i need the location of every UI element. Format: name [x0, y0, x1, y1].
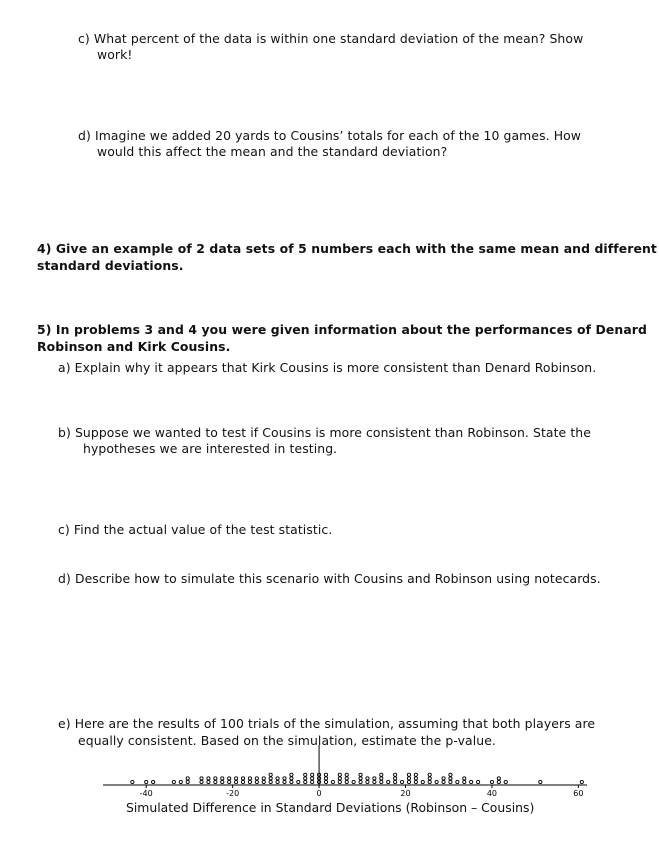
data-dot [497, 777, 500, 780]
data-dot [366, 780, 369, 783]
data-dot [304, 780, 307, 783]
data-dot [228, 780, 231, 783]
data-dot [297, 780, 300, 783]
data-dot [387, 780, 390, 783]
data-dot [338, 773, 341, 776]
data-dot [435, 780, 438, 783]
q5c-text: c) Find the actual value of the test statistic. [58, 522, 333, 537]
data-dot [283, 780, 286, 783]
data-dot [359, 777, 362, 780]
data-dot [290, 773, 293, 776]
data-dot [145, 780, 148, 783]
data-dot [539, 780, 542, 783]
data-dot [414, 773, 417, 776]
q5e-text-line1: e) Here are the results of 100 trials of the simulation, assuming that both players are [58, 716, 596, 731]
data-dot [394, 777, 397, 780]
data-dot [200, 780, 203, 783]
data-dot [497, 780, 500, 783]
data-dot [311, 777, 314, 780]
data-dot [394, 773, 397, 776]
data-dot [490, 780, 493, 783]
data-dot [276, 780, 279, 783]
data-dot [373, 777, 376, 780]
data-dot [324, 777, 327, 780]
data-dot [228, 777, 231, 780]
x-tick-label: -20 [226, 789, 240, 798]
data-dot [255, 780, 258, 783]
q3d-text-line1: d) Imagine we added 20 yards to Cousins’ totals for each of the 10 games. How [78, 128, 582, 143]
data-dot [373, 780, 376, 783]
data-dot [414, 777, 417, 780]
data-dot [345, 773, 348, 776]
data-dot [290, 780, 293, 783]
x-tick-label: 60 [573, 789, 584, 798]
data-dot [276, 777, 279, 780]
data-dot [366, 777, 369, 780]
data-dot [380, 777, 383, 780]
data-dot [248, 780, 251, 783]
data-dot [414, 780, 417, 783]
data-dot [241, 777, 244, 780]
data-dot [324, 773, 327, 776]
data-dot [311, 773, 314, 776]
data-dot [262, 780, 265, 783]
data-dot [463, 777, 466, 780]
data-dot [186, 777, 189, 780]
q4-text-line2: standard deviations. [37, 258, 184, 273]
data-dot [214, 780, 217, 783]
q3c-text-line1: c) What percent of the data is within one standard deviation of the mean? Show [78, 31, 584, 46]
data-dot [324, 780, 327, 783]
data-dot [456, 780, 459, 783]
data-dot [442, 780, 445, 783]
data-dot [449, 777, 452, 780]
data-dot [463, 780, 466, 783]
x-tick-label: -40 [139, 789, 153, 798]
data-dot [359, 780, 362, 783]
data-dot [345, 777, 348, 780]
data-dot [338, 777, 341, 780]
data-dot [241, 780, 244, 783]
data-dot [221, 777, 224, 780]
data-dot [421, 780, 424, 783]
data-dot [248, 777, 251, 780]
data-dot [407, 780, 410, 783]
data-dot [331, 780, 334, 783]
data-dot [311, 780, 314, 783]
data-dot [380, 773, 383, 776]
data-dot [580, 780, 583, 783]
data-dot [235, 777, 238, 780]
data-dot [255, 777, 258, 780]
q3c-text-line2: work! [97, 47, 133, 62]
data-dot [221, 780, 224, 783]
data-dot [428, 780, 431, 783]
data-dot [304, 773, 307, 776]
q5d-text: d) Describe how to simulate this scenario with Cousins and Robinson using notecards. [58, 571, 601, 586]
data-dot [345, 780, 348, 783]
q4-text-line1: 4) Give an example of 2 data sets of 5 numbers each with the same mean and different [37, 241, 657, 256]
data-dot [269, 773, 272, 776]
data-dot [428, 777, 431, 780]
data-dot [352, 780, 355, 783]
data-dot [442, 777, 445, 780]
x-tick-label: 20 [400, 789, 411, 798]
data-dot [407, 777, 410, 780]
data-dot [131, 780, 134, 783]
data-dot [449, 780, 452, 783]
data-dot [359, 773, 362, 776]
data-dot [179, 780, 182, 783]
data-dot [235, 780, 238, 783]
data-dot [214, 777, 217, 780]
data-dot [290, 777, 293, 780]
data-dot [172, 780, 175, 783]
data-dot [449, 773, 452, 776]
data-dot [470, 780, 473, 783]
data-dot [269, 780, 272, 783]
q5a-text: a) Explain why it appears that Kirk Cousins is more consistent than Denard Robinson. [58, 360, 597, 375]
q5-text-line1: 5) In problems 3 and 4 you were given information about the performances of Denard [37, 322, 647, 337]
data-dot [207, 777, 210, 780]
x-tick-label: 40 [486, 789, 498, 798]
x-axis-label: Simulated Difference in Standard Deviations (Robinson – Cousins) [126, 800, 535, 815]
q5e-text-line2: equally consistent. Based on the simulation, estimate the p-value. [78, 733, 496, 748]
data-dot [262, 777, 265, 780]
data-dot [207, 780, 210, 783]
data-dot [304, 777, 307, 780]
q5b-text-line2: hypotheses we are interested in testing. [83, 441, 338, 456]
data-dot [394, 780, 397, 783]
q5-text-line2: Robinson and Kirk Cousins. [37, 339, 231, 354]
data-dot [269, 777, 272, 780]
q5b-text-line1: b) Suppose we wanted to test if Cousins is more consistent than Robinson. State the [58, 425, 591, 440]
data-dot [407, 773, 410, 776]
x-tick-label: 0 [316, 789, 322, 798]
data-dot [428, 773, 431, 776]
data-dot [380, 780, 383, 783]
data-dot [152, 780, 155, 783]
data-dot [283, 777, 286, 780]
data-dot [504, 780, 507, 783]
q3d-text-line2: would this affect the mean and the standard deviation? [97, 144, 448, 159]
data-dot [200, 777, 203, 780]
data-dot [338, 780, 341, 783]
data-dot [400, 780, 403, 783]
data-dot [477, 780, 480, 783]
data-dot [186, 780, 189, 783]
